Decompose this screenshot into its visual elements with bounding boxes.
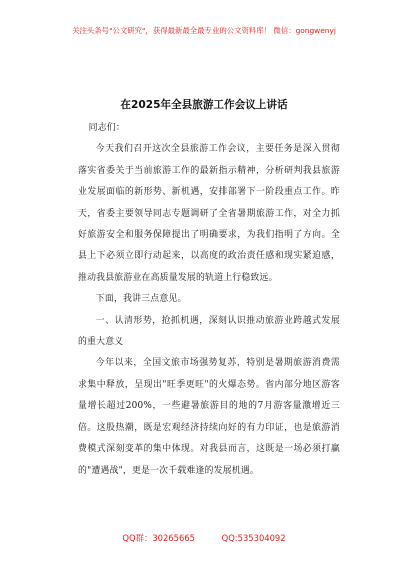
footer-qq-group: QQ群：30265665 <box>122 533 195 543</box>
header-banner: 关注头条号"公文研究"，获得最新最全最专业的公文资料库！ 微信：gongwenyj <box>72 26 336 35</box>
footer-qq: QQ:535304092 <box>221 533 286 543</box>
paragraph-section-1: 今年以来，全国文旅市场强势复苏，特别是暑期旅游消费需求集中释放，呈现出"旺季更旺"的火爆态势。省内部分地区游客量增长超过200%，一些避暑旅游目的地的7月游客量激增近三倍。这股热潮，既是宏观经济持续向好的有力印证，也是旅游消费模式深刻变革的集中体现。对我县而言，这既是一场必须打赢的"遭遇战"，更是一次千载难逢的发展机遇。 <box>78 358 340 476</box>
section-heading-1: 一、认清形势，抢抓机遇，深刻认识推动旅游业跨越式发展的重大意义 <box>78 315 340 348</box>
document-title: 在2025年全县旅游工作会议上讲话 <box>120 99 288 111</box>
salutation: 同志们： <box>88 123 125 133</box>
footer-contact <box>0 532 408 544</box>
paragraph-outline: 下面，我讲三点意见。 <box>95 294 187 305</box>
paragraph-intro: 今天我们召开这次全县旅游工作会议，主要任务是深入贯彻落实省委关于当前旅游工作的最新指示精神，分析研判我县旅游业发展面临的新形势、新机遇，安排部署下一阶段重点工作。昨天，省委主要领导同志专题调研了全省暑期旅游工作，对全力抓好旅游安全和服务保障提出了明确要求，为我们指明了方向。全县上下必须立即行动起来，以高度的政治责任感和现实紧迫感，推动我县旅游业在高质量发展的轨道上行稳致远。 <box>78 144 340 283</box>
document-body <box>78 118 340 482</box>
